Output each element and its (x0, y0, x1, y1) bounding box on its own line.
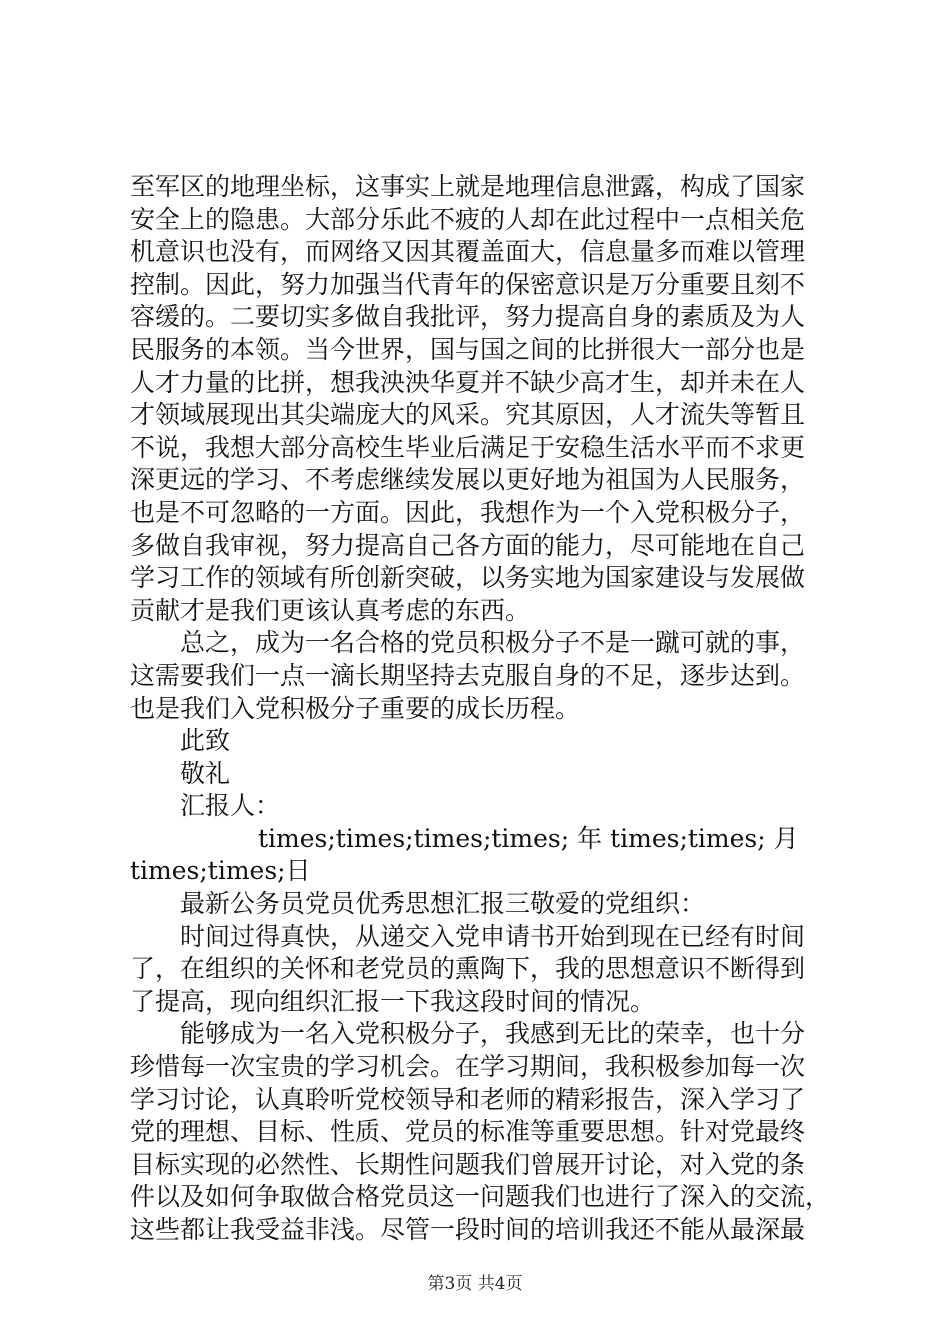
paragraph-start-line: 总之，成为一名合格的党员积极分子不是一蹴可就的事， (180, 628, 806, 658)
text-line: 这些都让我受益非浅。尽管一段时间的培训我还不能从最深最 (130, 1215, 806, 1244)
text-line: 也是我们入党积极分子重要的成长历程。 (130, 693, 581, 723)
text-line: 这需要我们一点一滴长期坚持去克服自身的不足，逐步达到。 (130, 660, 806, 690)
text-line: 才领域展现出其尖端庞大的风采。究其原因，人才流失等暂且 (130, 400, 806, 430)
date-line-continued: times;times;日 (130, 856, 311, 886)
text-line: 深更远的学习、不考虑继续发展以更好地为祖国为人民服务， (130, 465, 806, 495)
text-line: 目标实现的必然性、长期性问题我们曾展开讨论，对入党的条 (130, 1149, 806, 1179)
text-line: 人才力量的比拼，想我泱泱华夏并不缺少高才生，却并未在人 (130, 367, 806, 397)
text-line: 至军区的地理坐标，这事实上就是地理信息泄露，构成了国家 (130, 172, 806, 201)
text-line: 珍惜每一次宝贵的学习机会。在学习期间，我积极参加每一次 (130, 1052, 806, 1082)
text-line: 党的理想、目标、性质、党员的标准等重要思想。针对党最终 (130, 1117, 806, 1147)
text-line: 件以及如何争取做合格党员这一问题我们也进行了深入的交流， (130, 1182, 831, 1212)
paragraph-start-line: 时间过得真快，从递交入党申请书开始到现在已经有时间 (180, 921, 806, 951)
reporter-label: 汇报人： (180, 791, 281, 821)
closing-regards: 敬礼 (180, 758, 231, 788)
date-line: times;times;times;times; 年 times;times; 月 (258, 823, 799, 853)
text-line: 了提高，现向组织汇报一下我这段时间的情况。 (130, 986, 656, 1016)
text-line: 控制。因此，努力加强当代青年的保密意识是万分重要且刻不 (130, 269, 806, 299)
text-line: 贡献才是我们更该认真考虑的东西。 (130, 595, 531, 625)
text-line: 容缓的。二要切实多做自我批评，努力提高自身的素质及为人 (130, 302, 806, 332)
section-heading: 最新公务员党员优秀思想汇报三敬爱的党组织： (180, 889, 706, 919)
closing-salutation: 此致 (180, 726, 231, 756)
text-line: 也是不可忽略的一方面。因此，我想作为一个入党积极分子， (130, 497, 806, 527)
text-line: 安全上的隐患。大部分乐此不疲的人却在此过程中一点相关危 (130, 204, 806, 234)
text-line: 学习讨论，认真聆听党校领导和老师的精彩报告，深入学习了 (130, 1084, 806, 1114)
text-line: 民服务的本领。当今世界，国与国之间的比拼很大一部分也是 (130, 334, 806, 364)
text-line: 学习工作的领域有所创新突破，以务实地为国家建设与发展做 (130, 563, 806, 593)
page-indicator: 第3页 共4页 (427, 1274, 523, 1294)
paragraph-start-line: 能够成为一名入党积极分子，我感到无比的荣幸，也十分 (180, 1019, 806, 1049)
text-line: 多做自我审视，努力提高自己各方面的能力，尽可能地在自己 (130, 530, 806, 560)
text-line: 不说，我想大部分高校生毕业后满足于安稳生活水平而不求更 (130, 432, 806, 462)
document-body (130, 171, 830, 1247)
text-line: 了，在组织的关怀和老党员的熏陶下，我的思想意识不断得到 (130, 954, 806, 984)
text-line: 机意识也没有，而网络又因其覆盖面大，信息量多而难以管理 (130, 237, 806, 267)
